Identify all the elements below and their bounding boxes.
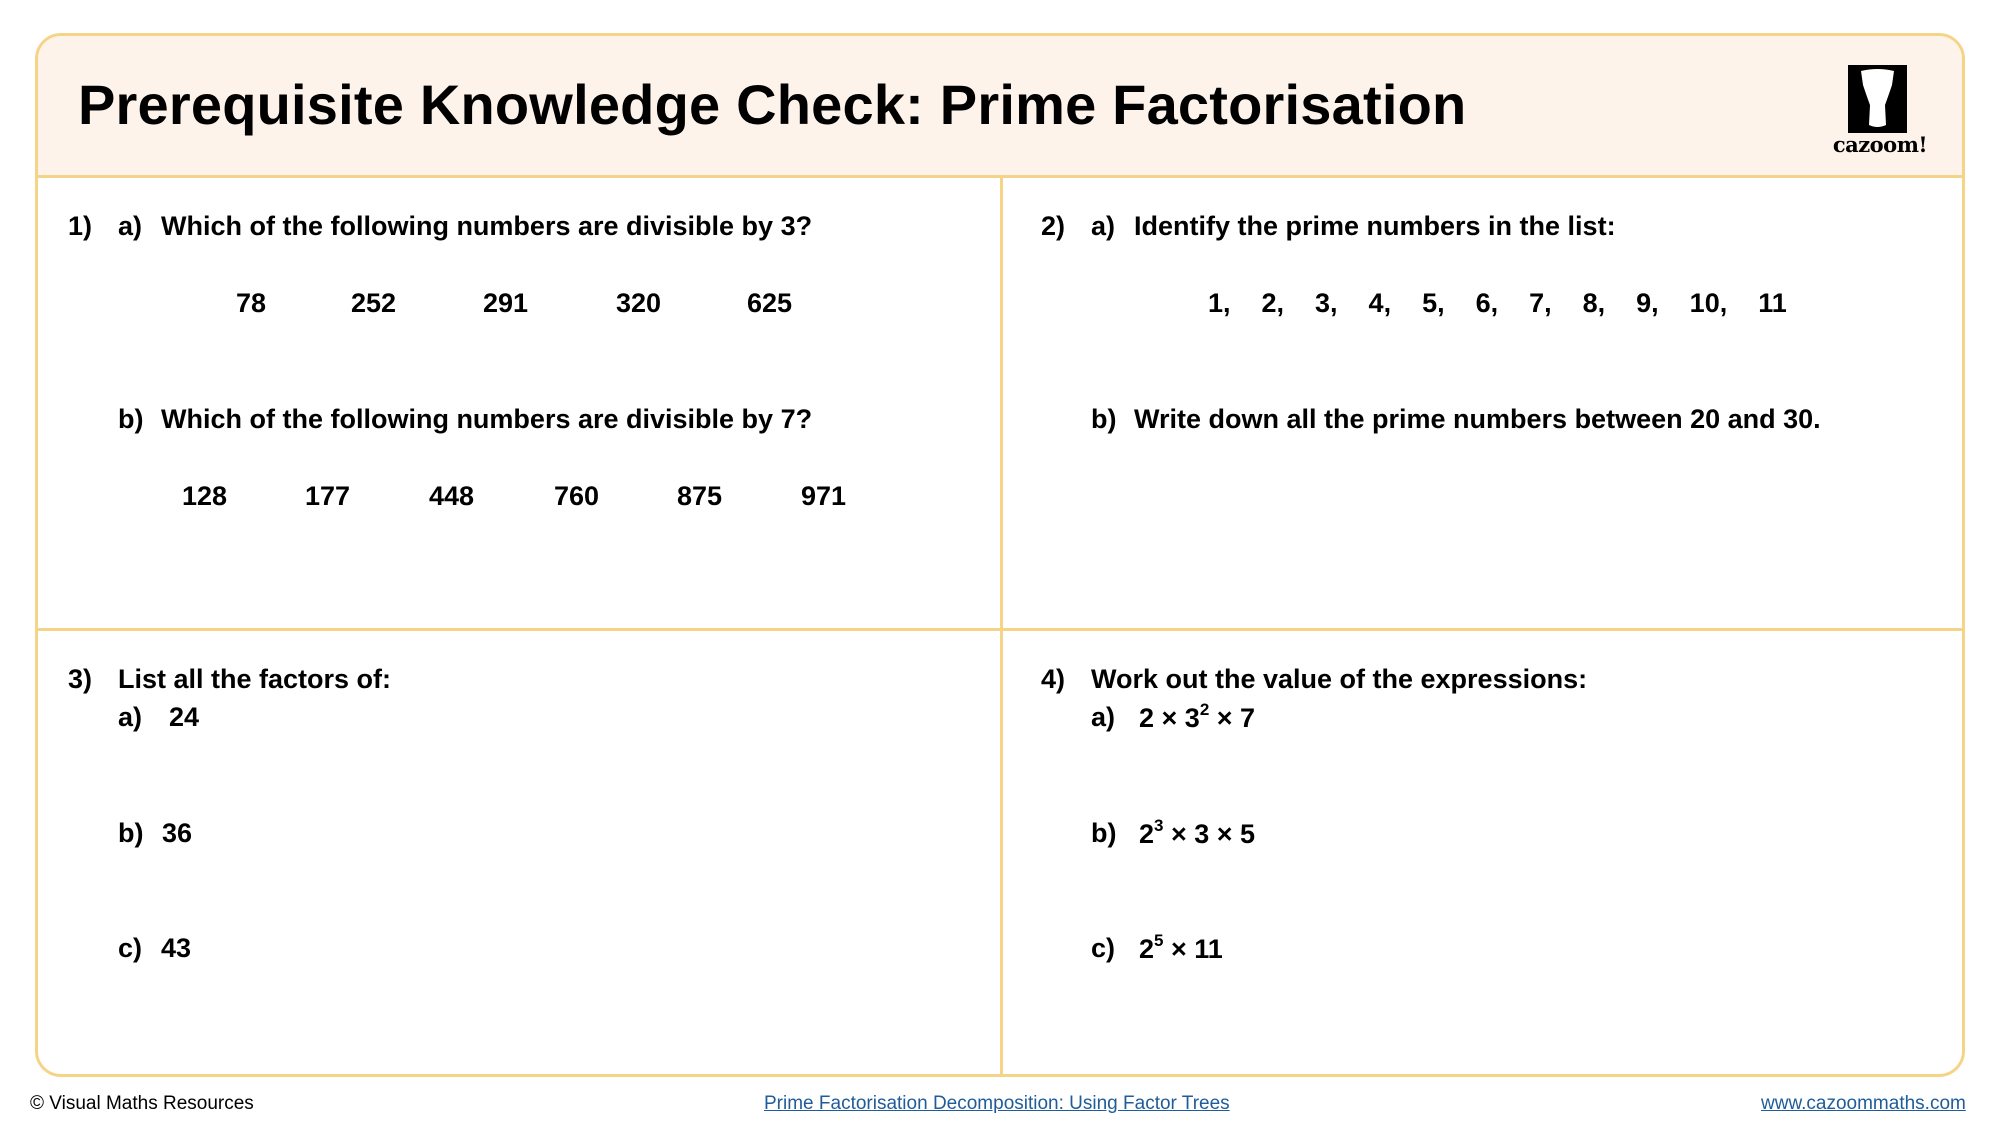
worksheet-frame: [35, 33, 1965, 1077]
q4a-base: 2 × 3: [1139, 703, 1200, 733]
q3a-label: a): [118, 702, 143, 732]
q3c-value: 43: [161, 933, 192, 963]
q4b-expression: [1139, 818, 1255, 850]
q4c-exponent: 5: [1154, 931, 1164, 950]
q4b-rest: × 3 × 5: [1163, 819, 1256, 849]
q1b-label: b): [118, 404, 144, 434]
q1a-number: 320: [616, 288, 662, 318]
q1a-number: 78: [236, 288, 267, 318]
q1b-number: 971: [801, 481, 847, 511]
q1a-number: 252: [351, 288, 397, 318]
q4c-base: 2: [1139, 934, 1155, 964]
q1a-label: a): [118, 211, 143, 241]
drum-icon: [1848, 65, 1907, 133]
q1a-number: 625: [747, 288, 793, 318]
q4b-base: 2: [1139, 819, 1155, 849]
q1a-number: 291: [483, 288, 529, 318]
q4a-label: a): [1091, 702, 1116, 732]
q3b-label: b): [118, 818, 144, 848]
q1b-number: 875: [677, 481, 723, 511]
q3c-label: c): [118, 933, 143, 963]
q2a-number-list: 1, 2, 3, 4, 5, 6, 7, 8, 9, 10, 11: [1208, 288, 1787, 318]
q1a-text: Which of the following numbers are divisible by 3?: [161, 211, 813, 241]
q4a-rest: × 7: [1209, 703, 1256, 733]
q2a-text: Identify the prime numbers in the list:: [1134, 211, 1616, 241]
vertical-divider: [1000, 175, 1003, 1074]
q4b-label: b): [1091, 818, 1117, 848]
q1-number: 1): [68, 211, 93, 241]
related-resource-link[interactable]: Prime Factorisation Decomposition: Using Factor Trees: [764, 1093, 1230, 1114]
q4-number: 4): [1041, 664, 1066, 694]
q4c-rest: × 11: [1163, 934, 1223, 964]
copyright-text: © Visual Maths Resources: [30, 1093, 254, 1114]
q4a-expression: [1139, 702, 1255, 734]
q2b-label: b): [1091, 404, 1117, 434]
q2-number: 2): [1041, 211, 1066, 241]
q3a-value: 24: [169, 702, 200, 732]
q4c-label: c): [1091, 933, 1116, 963]
q3b-value: 36: [162, 818, 193, 848]
q2a-label: a): [1091, 211, 1116, 241]
q4c-expression: [1139, 933, 1223, 965]
q1b-number: 448: [429, 481, 475, 511]
q4b-exponent: 3: [1154, 816, 1164, 835]
cazoom-logo: [1825, 62, 1935, 157]
q1b-number: 177: [305, 481, 351, 511]
website-link[interactable]: www.cazoommaths.com: [1761, 1093, 1966, 1114]
q4a-exponent: 2: [1199, 700, 1210, 719]
q1b-text: Which of the following numbers are divisible by 7?: [161, 404, 813, 434]
q3-text: List all the factors of:: [118, 664, 392, 694]
q1b-number: 128: [182, 481, 228, 511]
page-title: Prerequisite Knowledge Check: Prime Factorisation: [78, 73, 1467, 136]
q2b-text: Write down all the prime numbers between 20 and 30.: [1134, 404, 1821, 434]
worksheet-header: [38, 36, 1962, 178]
q4-text: Work out the value of the expressions:: [1091, 664, 1588, 694]
logo-text: cazoom!: [1832, 132, 1928, 157]
horizontal-divider: [38, 628, 1962, 631]
q1b-number: 760: [554, 481, 600, 511]
q3-number: 3): [68, 664, 93, 694]
